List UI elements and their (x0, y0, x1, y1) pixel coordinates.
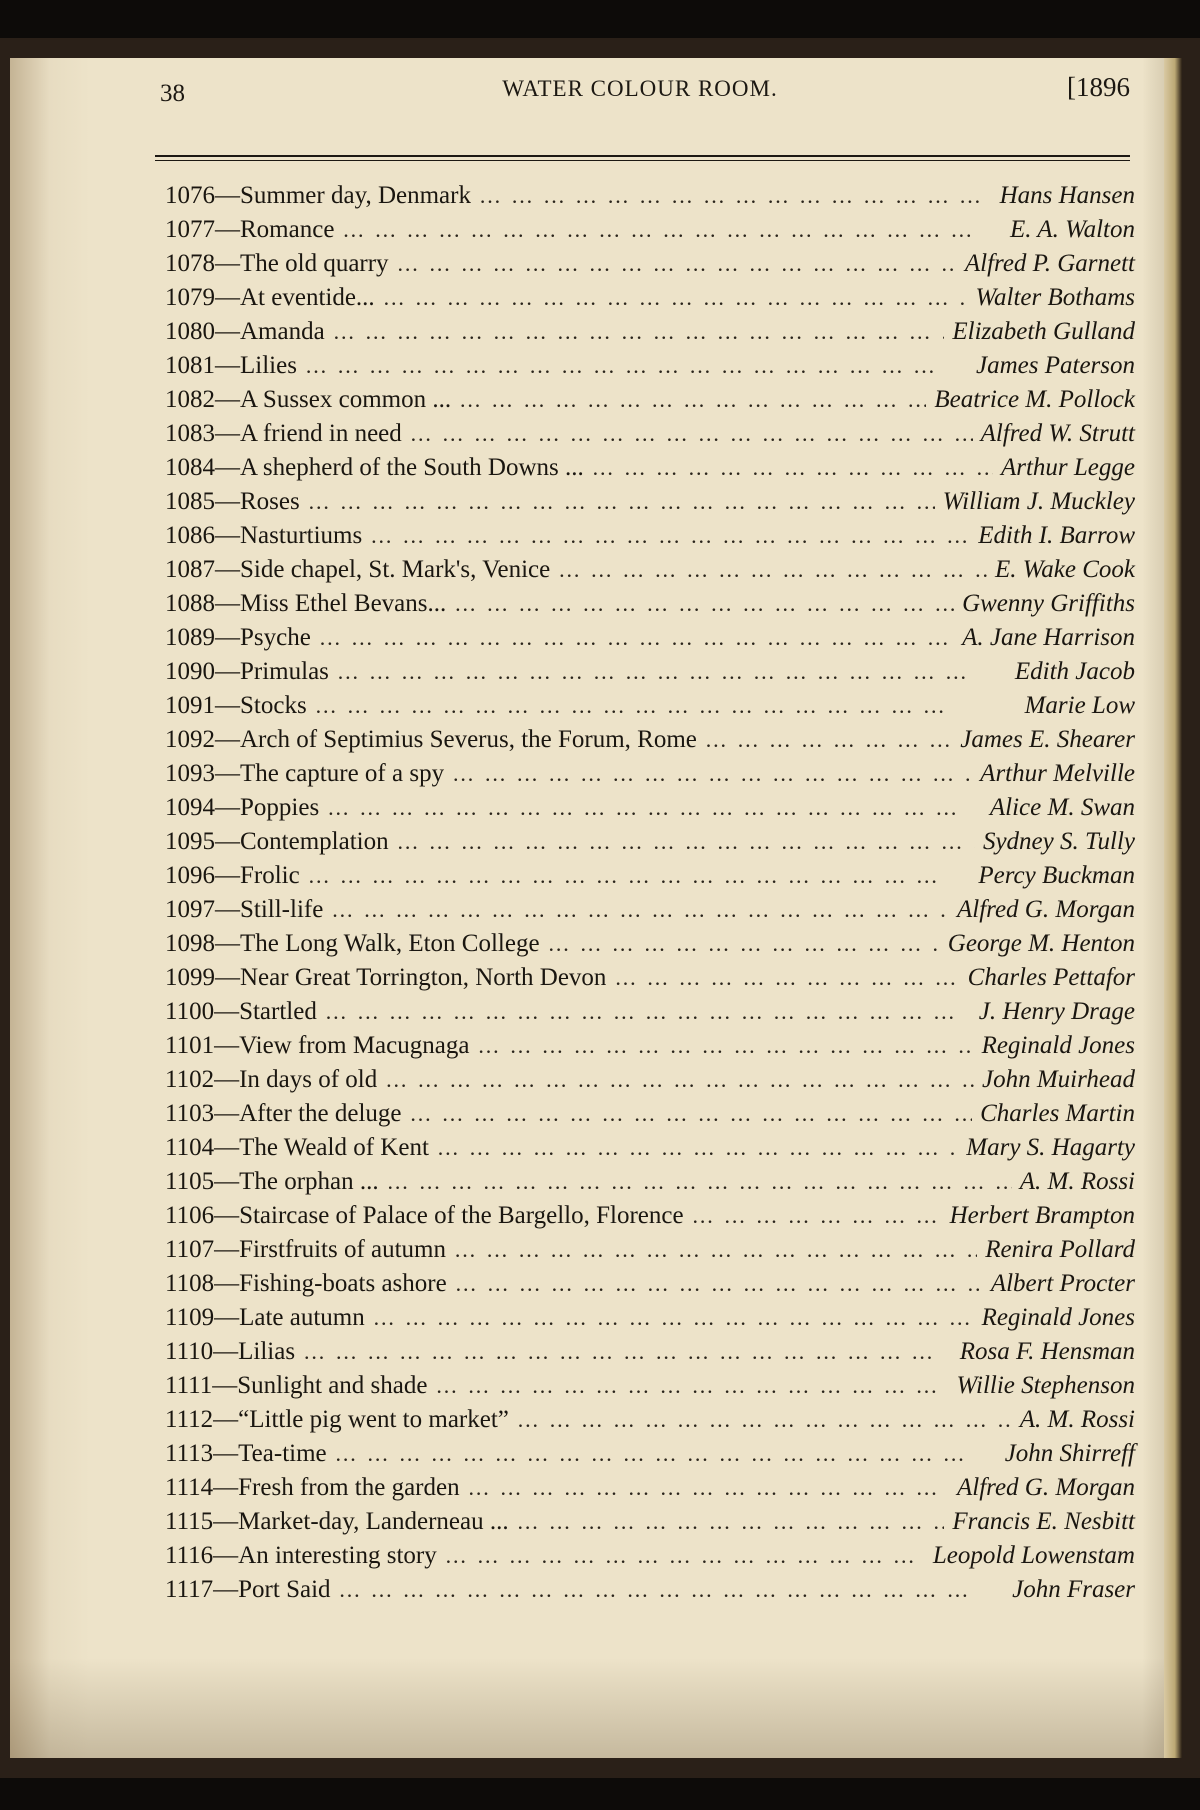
catalogue-entry (165, 383, 1135, 417)
dot-leaders (454, 587, 954, 621)
entry-title: 1091—Stocks (165, 692, 307, 719)
catalogue-entry (165, 859, 1135, 893)
entry-title: 1095—Contemplation (165, 828, 389, 855)
dot-leaders (339, 1573, 1005, 1607)
dot-leaders (614, 961, 959, 995)
catalogue-entry (165, 1131, 1135, 1165)
entry-title: 1108—Fishing-boats ashore (165, 1270, 447, 1297)
catalogue-entry (165, 723, 1135, 757)
dot-leaders (454, 1233, 977, 1267)
dot-leaders (592, 451, 993, 485)
entry-title: 1078—The old quarry (165, 250, 389, 277)
dot-leaders (468, 1471, 949, 1505)
dot-leaders (517, 1403, 1012, 1437)
entry-title: 1101—View from Macugnaga (165, 1032, 470, 1059)
entry-title: 1082—A Sussex common ... (165, 386, 452, 413)
entry-title: 1088—Miss Ethel Bevans... (165, 590, 447, 617)
entry-artist: J. Henry Drage (978, 998, 1135, 1025)
entry-title: 1098—The Long Walk, Eton College (165, 930, 540, 957)
catalogue-entry (165, 485, 1135, 519)
catalogue-entry (165, 689, 1135, 723)
entry-artist: Alfred G. Morgan (957, 1474, 1135, 1501)
entry-artist: Beatrice M. Pollock (934, 386, 1135, 413)
entry-title: 1106—Staircase of Palace of the Bargello, Florence (165, 1202, 684, 1229)
entry-artist: Renira Pollard (985, 1236, 1135, 1263)
entry-artist: Alice M. Swan (989, 794, 1135, 821)
dot-leaders (383, 281, 968, 315)
entry-artist: Willie Stephenson (956, 1372, 1135, 1399)
catalogue-entry (165, 927, 1135, 961)
entry-title: 1087—Side chapel, St. Mark's, Venice (165, 556, 551, 583)
entry-artist: A. Jane Harrison (962, 624, 1135, 651)
entry-artist: Arthur Legge (1000, 454, 1135, 481)
entry-title: 1084—A shepherd of the South Downs ... (165, 454, 584, 481)
entry-artist: Albert Procter (990, 1270, 1135, 1297)
catalogue-entry (165, 315, 1135, 349)
catalogue-entry (165, 179, 1135, 213)
entry-artist: Arthur Melville (980, 760, 1135, 787)
catalogue-entry (165, 1539, 1135, 1573)
catalogue-entry (165, 791, 1135, 825)
entry-title: 1115—Market-day, Landerneau ... (165, 1508, 509, 1535)
entry-title: 1096—Frolic (165, 862, 300, 889)
dot-leaders (319, 621, 954, 655)
dot-leaders (315, 689, 1017, 723)
entry-title: 1076—Summer day, Denmark (165, 182, 471, 209)
entry-title: 1103—After the deluge (165, 1100, 402, 1127)
entry-artist: Sydney S. Tully (982, 828, 1135, 855)
dot-leaders (331, 893, 949, 927)
catalogue-entry (165, 349, 1135, 383)
dot-leaders (308, 859, 971, 893)
catalogue-entry (165, 1097, 1135, 1131)
catalogue-entry (165, 451, 1135, 485)
entry-title: 1090—Primulas (165, 658, 329, 685)
dot-leaders (370, 519, 970, 553)
entry-title: 1104—The Weald of Kent (165, 1134, 429, 1161)
catalogue-entry (165, 893, 1135, 927)
entry-title: 1093—The capture of a spy (165, 760, 445, 787)
running-title: WATER COLOUR ROOM. (502, 76, 778, 101)
entry-title: 1092—Arch of Septimius Severus, the Forum, Rome (165, 726, 697, 753)
page-number: 38 (160, 80, 185, 107)
catalogue-entry (165, 1573, 1135, 1607)
entry-artist: Marie Low (1024, 692, 1135, 719)
entry-title: 1083—A friend in need (165, 420, 402, 447)
catalogue-entry (165, 519, 1135, 553)
entry-title: 1077—Romance (165, 216, 335, 243)
entry-artist: William J. Muckley (942, 488, 1135, 515)
catalogue-entry (165, 417, 1135, 451)
catalogue-entry (165, 1063, 1135, 1097)
entry-artist: Mary S. Hagarty (966, 1134, 1135, 1161)
dot-leaders (305, 349, 968, 383)
dot-leaders (325, 995, 971, 1029)
catalogue-entry (165, 995, 1135, 1029)
dot-leaders (455, 1267, 983, 1301)
entry-artist: A. M. Rossi (1019, 1168, 1135, 1195)
entry-artist: Rosa F. Hensman (959, 1338, 1135, 1365)
entry-title: 1114—Fresh from the garden (165, 1474, 460, 1501)
dot-leaders (342, 213, 1002, 247)
entry-title: 1097—Still-life (165, 896, 324, 923)
catalogue-entry (165, 1165, 1135, 1199)
dot-leaders (397, 247, 957, 281)
entry-artist: Hans Hansen (999, 182, 1135, 209)
entry-title: 1100—Startled (165, 998, 317, 1025)
entry-artist: George M. Henton (947, 930, 1135, 957)
dot-leaders (308, 485, 935, 519)
entry-title: 1099—Near Great Torrington, North Devon (165, 964, 607, 991)
entry-title: 1110—Lilias (165, 1338, 296, 1365)
entry-title: 1086—Nasturtiums (165, 522, 363, 549)
dot-leaders (479, 179, 992, 213)
entry-artist: Alfred G. Morgan (957, 896, 1135, 923)
entry-artist: Leopold Lowenstam (932, 1542, 1135, 1569)
entry-artist: Charles Martin (980, 1100, 1135, 1127)
entry-artist: Reginald Jones (981, 1032, 1135, 1059)
entry-artist: Reginald Jones (981, 1304, 1135, 1331)
catalogue-entry (165, 1403, 1135, 1437)
page-edge (1164, 58, 1182, 1758)
catalogue-entry (165, 1437, 1135, 1471)
catalogue-entry (165, 1471, 1135, 1505)
dot-leaders (705, 723, 952, 757)
entry-artist: Edith I. Barrow (978, 522, 1135, 549)
catalogue-entry (165, 1301, 1135, 1335)
entry-artist: James Paterson (976, 352, 1135, 379)
entry-artist: Walter Bothams (975, 284, 1135, 311)
catalogue-entry (165, 961, 1135, 995)
page-header (150, 62, 1130, 107)
entry-title: 1094—Poppies (165, 794, 320, 821)
catalogue-entry (165, 1199, 1135, 1233)
catalogue-entry (165, 1029, 1135, 1063)
dot-leaders (333, 315, 945, 349)
entry-title: 1111—Sunlight and shade (165, 1372, 428, 1399)
entry-artist: John Shirreff (1004, 1440, 1135, 1467)
catalogue-entry (165, 247, 1135, 281)
entry-artist: Edith Jacob (1014, 658, 1135, 685)
entry-title: 1113—Tea-time (165, 1440, 327, 1467)
entry-artist: Herbert Brampton (949, 1202, 1135, 1229)
header-rule-thin (155, 160, 1130, 161)
dot-leaders (548, 927, 940, 961)
entry-artist: James E. Shearer (960, 726, 1135, 753)
entry-artist: Alfred P. Garnett (964, 250, 1135, 277)
dot-leaders (452, 757, 972, 791)
entry-artist: John Fraser (1012, 1576, 1135, 1603)
entry-artist: E. Wake Cook (994, 556, 1135, 583)
catalogue-entry (165, 1505, 1135, 1539)
entry-artist: Francis E. Nesbitt (952, 1508, 1135, 1535)
catalogue-entry (165, 825, 1135, 859)
catalogue-entry (165, 281, 1135, 315)
catalogue-entry (165, 1335, 1135, 1369)
dot-leaders (410, 417, 973, 451)
entry-title: 1109—Late autumn (165, 1304, 365, 1331)
catalogue-entry (165, 1233, 1135, 1267)
dot-leaders (385, 1063, 974, 1097)
running-year: [1896 (1067, 72, 1130, 102)
dot-leaders (517, 1505, 945, 1539)
dot-leaders (410, 1097, 973, 1131)
entry-title: 1080—Amanda (165, 318, 325, 345)
catalogue-entry (165, 1267, 1135, 1301)
dot-leaders (337, 655, 1007, 689)
entry-title: 1105—The orphan ... (165, 1168, 379, 1195)
catalogue-entry (165, 213, 1135, 247)
entry-title: 1116—An interesting story (165, 1542, 437, 1569)
entry-title: 1081—Lilies (165, 352, 297, 379)
entry-artist: Elizabeth Gulland (952, 318, 1135, 345)
dot-leaders (692, 1199, 942, 1233)
dot-leaders (303, 1335, 952, 1369)
dot-leaders (327, 791, 982, 825)
entry-artist: Charles Pettafor (967, 964, 1135, 991)
entry-title: 1079—At eventide... (165, 284, 375, 311)
dot-leaders (435, 1369, 948, 1403)
catalogue-entry (165, 655, 1135, 689)
dot-leaders (437, 1131, 958, 1165)
entry-title: 1117—Port Said (165, 1576, 331, 1603)
dot-leaders (477, 1029, 973, 1063)
dot-leaders (397, 825, 975, 859)
entry-artist: E. A. Walton (1009, 216, 1135, 243)
entry-title: 1112—“Little pig went to market” (165, 1406, 509, 1433)
dot-leaders (459, 383, 926, 417)
dot-leaders (373, 1301, 974, 1335)
entry-artist: Percy Buckman (978, 862, 1135, 889)
entry-title: 1107—Firstfruits of autumn (165, 1236, 447, 1263)
entry-title: 1085—Roses (165, 488, 300, 515)
dot-leaders (558, 553, 987, 587)
dot-leaders (445, 1539, 925, 1573)
entry-artist: John Muirhead (982, 1066, 1135, 1093)
dot-leaders (387, 1165, 1012, 1199)
catalogue-entry (165, 587, 1135, 621)
catalogue-entry (165, 1369, 1135, 1403)
dot-leaders (335, 1437, 997, 1471)
entry-artist: A. M. Rossi (1019, 1406, 1135, 1433)
catalogue-entry (165, 757, 1135, 791)
catalogue-list (165, 179, 1135, 1607)
entry-artist: Alfred W. Strutt (980, 420, 1135, 447)
catalogue-entry (165, 553, 1135, 587)
catalogue-entry (165, 621, 1135, 655)
header-rule (155, 155, 1130, 157)
entry-artist: Gwenny Griffiths (962, 590, 1135, 617)
entry-title: 1102—In days of old (165, 1066, 378, 1093)
entry-title: 1089—Psyche (165, 624, 311, 651)
